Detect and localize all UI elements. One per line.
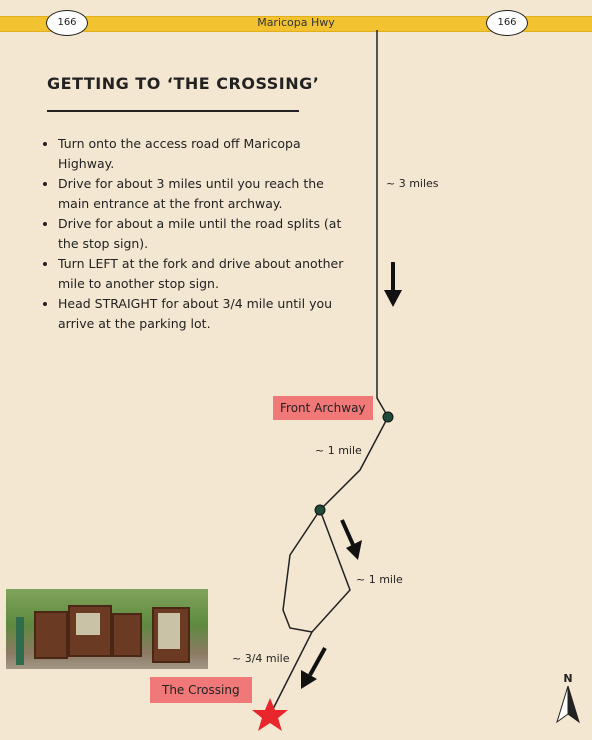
destination-star-icon (252, 698, 288, 731)
distance-label-leg1: ~ 3 miles (386, 177, 439, 190)
route-shield-left: 166 (46, 10, 88, 36)
direction-step: • Drive for about 3 miles until you reach the main entrance at the front archway. (58, 174, 348, 214)
fork-node (315, 505, 325, 515)
route-shield-right: 166 (486, 10, 528, 36)
arrow-down-icon (384, 262, 402, 307)
arrow-down-right-icon (342, 520, 362, 560)
distance-label-leg4: ~ 3/4 mile (232, 652, 290, 665)
distance-label-leg3: ~ 1 mile (356, 573, 403, 586)
north-arrow-icon (557, 686, 579, 722)
archway-node (383, 412, 393, 422)
arrow-down-left-icon (301, 648, 325, 689)
north-label: N (563, 672, 573, 685)
the-crossing-label: The Crossing (150, 677, 252, 703)
highway-name: Maricopa Hwy (257, 16, 335, 29)
fork-left-branch (283, 510, 320, 632)
access-road (377, 30, 388, 417)
trailhead-photo (6, 589, 208, 669)
front-archway-label: Front Archway (273, 396, 373, 420)
direction-step: • Head STRAIGHT for about 3/4 mile until you arrive at the parking lot. (58, 294, 348, 334)
page-title: GETTING TO ‘THE CROSSING’ (47, 74, 320, 93)
road-to-fork (320, 417, 388, 510)
distance-label-leg2: ~ 1 mile (315, 444, 362, 457)
direction-step: • Turn LEFT at the fork and drive about another mile to another stop sign. (58, 254, 348, 294)
direction-step: • Turn onto the access road off Maricopa Highway. (58, 134, 348, 174)
direction-step: • Drive for about a mile until the road splits (at the stop sign). (58, 214, 348, 254)
